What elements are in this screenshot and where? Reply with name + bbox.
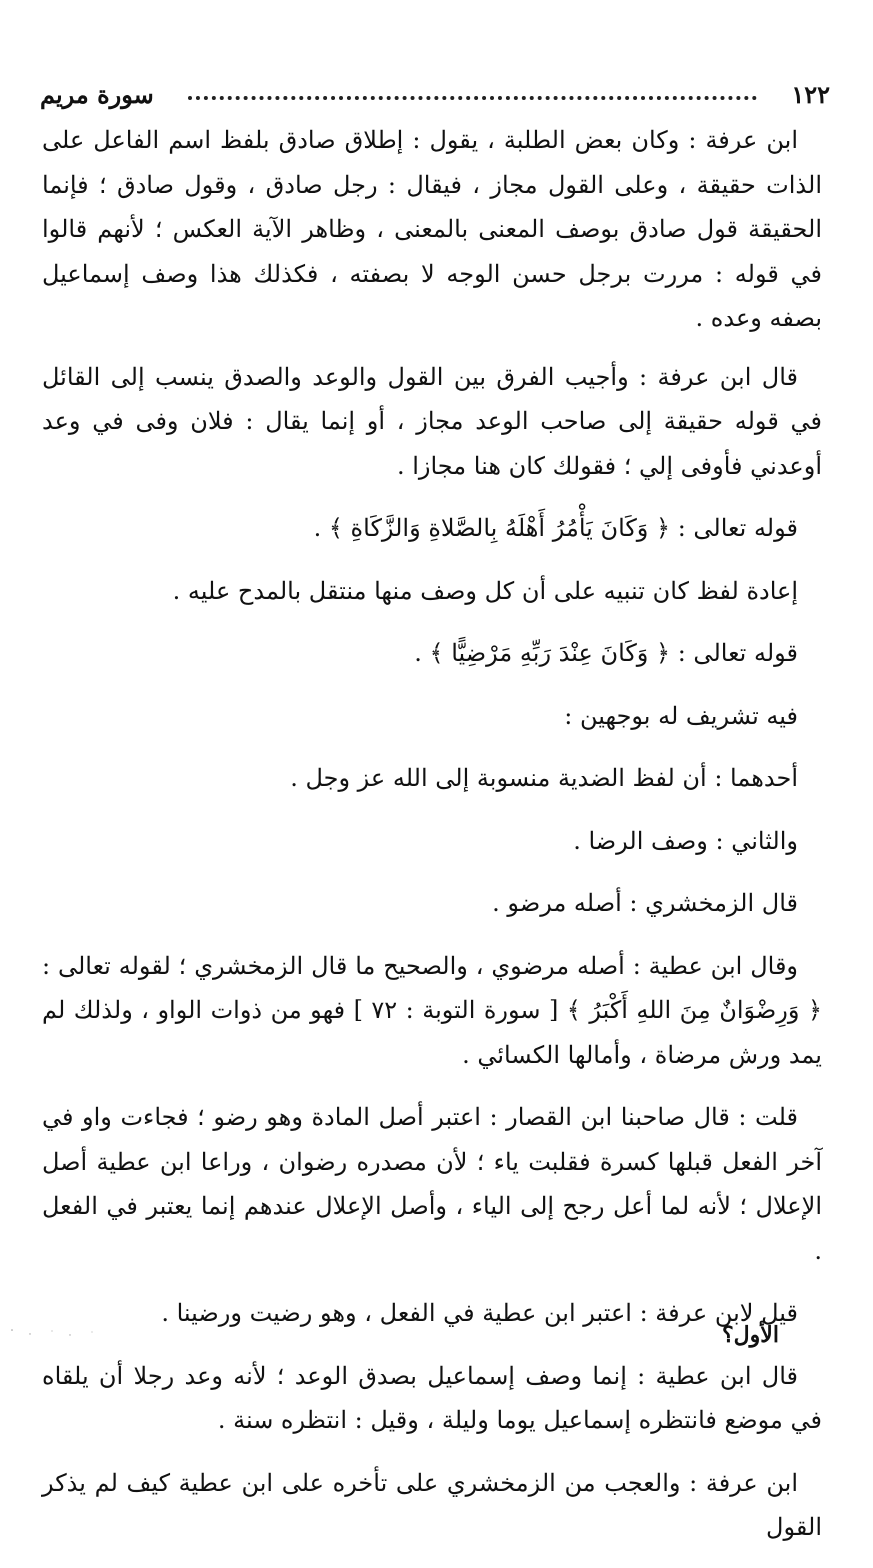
paragraph: قال الزمخشري : أصله مرضو . (492, 889, 798, 917)
surah-title: سورة مريم (40, 79, 154, 109)
paragraph: والثاني : وصف الرضا . (573, 826, 798, 855)
paragraph: ابن عرفة : والعجب من الزمخشري على تأخره على ابن عطية كيف لم يذكر القول (42, 1468, 822, 1541)
catchword: الأول؟ (722, 1322, 779, 1348)
paragraph: قلت : قال صاحبنا ابن القصار : اعتبر أصل المادة وهو رضو ؛ فجاءت واو في آخر الفعل قبلها كسرة فقلبت ياء ؛ لأن مصدره رضوان ، وراعا ابن عطية أصل الإعلال ؛ لأنه لما أعل رجح إلى الياء ، وأصل الإعلال عندهم إنما يعتبر في الفعل . (42, 1103, 822, 1265)
paragraph: قيل لابن عرفة : اعتبر ابن عطية في الفعل ، وهو رضيت ورضينا . (161, 1299, 798, 1327)
paragraph: قال ابن عطية : إنما وصف إسماعيل بصدق الوعد ؛ لأنه وعد رجلا أن يلقاه في موضع فانتظره إسماعيل يوما وليلة ، وقيل : انتظره سنة . (42, 1361, 822, 1434)
paragraph: وقال ابن عطية : أصله مرضوي ، والصحيح ما قال الزمخشري ؛ لقوله تعالى : ﴿ وَرِضْوَانٌ مِنَ اللهِ أَكْبَرُ ﴾ [ سورة التوبة : ٧٢ ] فهو من ذوات الواو ، ولذلك لم يمد ورش مرضاة ، وأمالها الكسائي . (42, 951, 823, 1069)
paragraph: فيه تشريف له بوجهين : (564, 701, 798, 730)
paragraph: ابن عرفة : وكان بعض الطلبة ، يقول : إطلاق صادق بلفظ اسم الفاعل على الذات حقيقة ، وعلى القول مجاز ، فيقال : رجل صادق ، وقول صادق ؛ فإنما الحقيقة قول صادق بوصف المعنى بالمعنى ، وظاهر الآية العكس ؛ لأنهم قالوا في قوله : مررت برجل حسن الوجه لا بصفته ، فكذلك هذا وصف إسماعيل بصفه وعده . (42, 126, 823, 332)
scan-specks (0, 1322, 120, 1342)
page-number: ١٢٢ (791, 79, 830, 109)
commentary-body (42, 118, 822, 1568)
verse-citation: قوله تعالى : ﴿ وَكَانَ عِنْدَ رَبِّهِ مَرْضِيًّا ﴾ . (414, 639, 798, 667)
running-header (40, 74, 830, 114)
paragraph: إعادة لفظ كان تنبيه على أن كل وصف منها منتقل بالمدح عليه . (172, 576, 798, 605)
header-dotted-rule (188, 96, 758, 100)
paragraph: أحدهما : أن لفظ الضدية منسوبة إلى الله عز وجل . (290, 764, 798, 792)
paragraph: قال ابن عرفة : وأجيب الفرق بين القول والوعد والصدق ينسب إلى القائل في قوله حقيقة إلى صاحب الوعد مجاز ، أو إنما يقال : فلان وفى في وعد أوعدني فأوفى إلي ؛ فقولك كان هنا مجازا . (42, 362, 822, 480)
verse-citation: قوله تعالى : ﴿ وَكَانَ يَأْمُرُ أَهْلَهُ بِالصَّلاةِ وَالزَّكَاةِ ﴾ . (313, 514, 798, 542)
